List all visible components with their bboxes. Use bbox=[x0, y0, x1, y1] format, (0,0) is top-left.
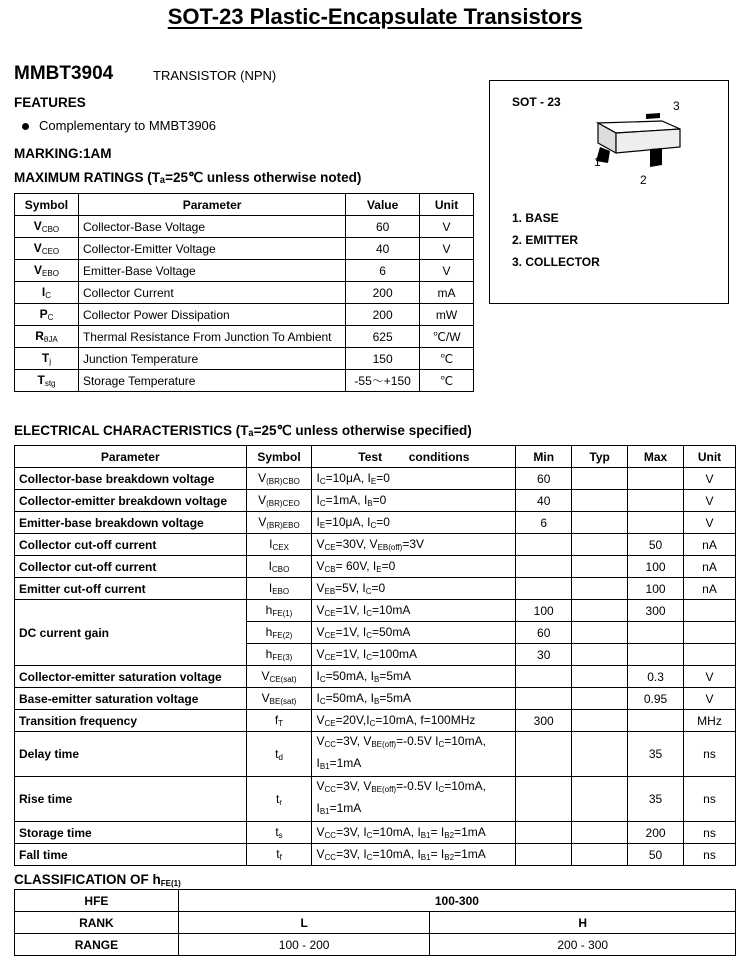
range-l: 100 - 200 bbox=[178, 934, 430, 956]
part-type: TRANSISTOR (NPN) bbox=[153, 68, 277, 83]
condition-cell: $I_C=1mA$, $I_B=0$ bbox=[312, 490, 516, 512]
range-row bbox=[15, 934, 736, 956]
symbol-cell: $V_{(BR)CEO}$ bbox=[246, 490, 312, 512]
min-cell: 60 bbox=[516, 468, 572, 490]
value-cell: 6 bbox=[346, 260, 420, 282]
range-label: RANGE bbox=[15, 934, 179, 956]
unit-cell: V bbox=[420, 216, 474, 238]
pin-number-2: 2 bbox=[640, 173, 647, 187]
part-number: MMBT3904 bbox=[14, 63, 114, 84]
table-row bbox=[15, 468, 736, 490]
symbol-cell: $V_{CBO}$ bbox=[15, 216, 79, 238]
parameter-cell: Storage time bbox=[15, 822, 247, 844]
typ-cell bbox=[572, 512, 628, 534]
unit-cell: ns bbox=[684, 822, 736, 844]
condition-cell: $V_{CB}= 60V$, $I_E=0$ bbox=[312, 556, 516, 578]
column-header: Max bbox=[628, 446, 684, 468]
parameter-cell: Collector Power Dissipation bbox=[78, 304, 345, 326]
symbol-cell: $t_r$ bbox=[246, 777, 312, 822]
column-header: Min bbox=[516, 446, 572, 468]
electrical-table bbox=[14, 445, 736, 866]
parameter-cell: Thermal Resistance From Junction To Ambient bbox=[78, 326, 345, 348]
min-cell: 300 bbox=[516, 710, 572, 732]
min-cell bbox=[516, 777, 572, 822]
unit-cell: ℃ bbox=[420, 348, 474, 370]
symbol-cell: $t_f$ bbox=[246, 844, 312, 866]
max-cell bbox=[628, 622, 684, 644]
column-header: Value bbox=[346, 194, 420, 216]
table-row bbox=[15, 556, 736, 578]
min-cell bbox=[516, 732, 572, 777]
unit-cell: V bbox=[684, 688, 736, 710]
condition-cell: $V_{CE}=1V$, $I_C=100mA$ bbox=[312, 644, 516, 666]
condition-cell: $I_C=50mA$, $I_B=5mA$ bbox=[312, 666, 516, 688]
typ-cell bbox=[572, 688, 628, 710]
min-cell bbox=[516, 666, 572, 688]
column-header: Unit bbox=[684, 446, 736, 468]
max-cell: 200 bbox=[628, 822, 684, 844]
max-cell: 100 bbox=[628, 556, 684, 578]
marking: MARKING:1AM bbox=[14, 146, 112, 161]
classification-heading-sub: FE(1) bbox=[160, 879, 181, 888]
classification-heading-text: CLASSIFICATION OF h bbox=[14, 872, 161, 887]
table-row bbox=[15, 326, 474, 348]
table-row bbox=[15, 282, 474, 304]
value-cell: 625 bbox=[346, 326, 420, 348]
symbol-cell: $h_{FE(1)}$ bbox=[246, 600, 312, 622]
value-cell: 150 bbox=[346, 348, 420, 370]
pin-number-1: 1 bbox=[594, 155, 601, 169]
unit-cell: nA bbox=[684, 534, 736, 556]
table-row bbox=[15, 260, 474, 282]
table-row bbox=[15, 370, 474, 392]
value-cell: 200 bbox=[346, 282, 420, 304]
unit-cell: V bbox=[684, 666, 736, 688]
table-row bbox=[15, 534, 736, 556]
parameter-cell: Rise time bbox=[15, 777, 247, 822]
condition-cell: $I_C=10\mu A$, $I_E=0$ bbox=[312, 468, 516, 490]
symbol-cell: $T_{stg}$ bbox=[15, 370, 79, 392]
unit-cell bbox=[684, 622, 736, 644]
symbol-cell: $T_j$ bbox=[15, 348, 79, 370]
package-box bbox=[489, 80, 729, 304]
unit-cell: mA bbox=[420, 282, 474, 304]
unit-cell: V bbox=[684, 490, 736, 512]
parameter-cell: Collector Current bbox=[78, 282, 345, 304]
typ-cell bbox=[572, 666, 628, 688]
condition-cell: $V_{CC}=3V$, $V_{BE(off)}=-0.5V$ $I_C=10mA$, $I_{B1}=1mA$ bbox=[312, 732, 516, 777]
unit-cell: nA bbox=[684, 556, 736, 578]
pin-emitter: 2. EMITTER bbox=[512, 233, 579, 247]
parameter-cell: Collector-Emitter Voltage bbox=[78, 238, 345, 260]
unit-cell: V bbox=[684, 512, 736, 534]
table-row bbox=[15, 490, 736, 512]
condition-cell: $V_{CE}=20V,I_C=10mA$, f=100MHz bbox=[312, 710, 516, 732]
value-cell: -55～+150 bbox=[346, 370, 420, 392]
unit-cell: V bbox=[684, 468, 736, 490]
parameter-cell: DC current gain bbox=[15, 600, 247, 666]
symbol-cell: $V_{(BR)CBO}$ bbox=[246, 468, 312, 490]
symbol-cell: $I_{CBO}$ bbox=[246, 556, 312, 578]
max-cell bbox=[628, 710, 684, 732]
symbol-cell: $t_d$ bbox=[246, 732, 312, 777]
typ-cell bbox=[572, 534, 628, 556]
symbol-cell: $P_C$ bbox=[15, 304, 79, 326]
symbol-cell: $t_s$ bbox=[246, 822, 312, 844]
feature-text: Complementary to MMBT3906 bbox=[39, 118, 217, 133]
unit-cell: ns bbox=[684, 732, 736, 777]
unit-cell bbox=[684, 600, 736, 622]
max-cell bbox=[628, 490, 684, 512]
parameter-cell: Emitter-Base Voltage bbox=[78, 260, 345, 282]
min-cell: 6 bbox=[516, 512, 572, 534]
symbol-cell: $h_{FE(2)}$ bbox=[246, 622, 312, 644]
typ-cell bbox=[572, 732, 628, 777]
parameter-cell: Fall time bbox=[15, 844, 247, 866]
unit-cell: nA bbox=[684, 578, 736, 600]
max-ratings-header bbox=[15, 194, 474, 216]
table-row bbox=[15, 844, 736, 866]
condition-cell: $V_{EB}=5V$, $I_C=0$ bbox=[312, 578, 516, 600]
hfe-value: 100-300 bbox=[178, 890, 735, 912]
parameter-cell: Emitter cut-off current bbox=[15, 578, 247, 600]
parameter-cell: Collector-Base Voltage bbox=[78, 216, 345, 238]
column-header: Symbol bbox=[15, 194, 79, 216]
typ-cell bbox=[572, 822, 628, 844]
symbol-cell: $R_{\theta JA}$ bbox=[15, 326, 79, 348]
symbol-cell: $I_C$ bbox=[15, 282, 79, 304]
symbol-cell: $f_T$ bbox=[246, 710, 312, 732]
bullet-icon bbox=[22, 123, 29, 130]
symbol-cell: $V_{(BR)EBO}$ bbox=[246, 512, 312, 534]
parameter-cell: Emitter-base breakdown voltage bbox=[15, 512, 247, 534]
unit-cell: ns bbox=[684, 844, 736, 866]
condition-cell: $I_C=50mA$, $I_B=5mA$ bbox=[312, 688, 516, 710]
classification-heading bbox=[14, 872, 181, 888]
min-cell: 100 bbox=[516, 600, 572, 622]
min-cell bbox=[516, 688, 572, 710]
typ-cell bbox=[572, 844, 628, 866]
rank-row bbox=[15, 912, 736, 934]
typ-cell bbox=[572, 710, 628, 732]
unit-cell: V bbox=[420, 260, 474, 282]
unit-cell: V bbox=[420, 238, 474, 260]
sot23-package-icon bbox=[490, 91, 728, 201]
min-cell bbox=[516, 534, 572, 556]
table-row bbox=[15, 732, 736, 777]
table-row bbox=[15, 688, 736, 710]
features-heading: FEATURES bbox=[14, 95, 86, 110]
table-row bbox=[15, 238, 474, 260]
max-cell: 100 bbox=[628, 578, 684, 600]
column-header: Parameter bbox=[15, 446, 247, 468]
pin-collector: 3. COLLECTOR bbox=[512, 255, 600, 269]
condition-cell: $V_{CE}=1V$, $I_C=10mA$ bbox=[312, 600, 516, 622]
feature-item bbox=[22, 118, 216, 133]
parameter-cell: Collector cut-off current bbox=[15, 534, 247, 556]
table-row bbox=[15, 666, 736, 688]
electrical-header bbox=[15, 446, 736, 468]
electrical-heading: ELECTRICAL CHARACTERISTICS (Tₐ=25℃ unless otherwise specified) bbox=[14, 423, 472, 438]
symbol-cell: $h_{FE(3)}$ bbox=[246, 644, 312, 666]
parameter-cell: Storage Temperature bbox=[78, 370, 345, 392]
typ-cell bbox=[572, 644, 628, 666]
max-cell: 35 bbox=[628, 732, 684, 777]
condition-cell: $V_{CE}=30V$, $V_{EB(off)}=3V$ bbox=[312, 534, 516, 556]
min-cell: 30 bbox=[516, 644, 572, 666]
pin-base: 1. BASE bbox=[512, 211, 559, 225]
column-header: Typ bbox=[572, 446, 628, 468]
symbol-cell: $V_{BE(sat)}$ bbox=[246, 688, 312, 710]
parameter-cell: Collector-emitter saturation voltage bbox=[15, 666, 247, 688]
condition-cell: $V_{CC}=3V$, $V_{BE(off)}=-0.5V$ $I_C=10mA$, $I_{B1}=1mA$ bbox=[312, 777, 516, 822]
unit-cell: mW bbox=[420, 304, 474, 326]
symbol-cell: $I_{EBO}$ bbox=[246, 578, 312, 600]
min-cell: 60 bbox=[516, 622, 572, 644]
value-cell: 40 bbox=[346, 238, 420, 260]
pin-number-3: 3 bbox=[673, 99, 680, 113]
symbol-cell: $V_{CE(sat)}$ bbox=[246, 666, 312, 688]
rank-h: H bbox=[430, 912, 736, 934]
condition-cell: $I_E=10\mu A$, $I_C=0$ bbox=[312, 512, 516, 534]
classification-table bbox=[14, 889, 736, 956]
table-row bbox=[15, 512, 736, 534]
min-cell bbox=[516, 556, 572, 578]
unit-cell: ℃ bbox=[420, 370, 474, 392]
typ-cell bbox=[572, 556, 628, 578]
rank-l: L bbox=[178, 912, 430, 934]
min-cell bbox=[516, 578, 572, 600]
unit-cell: MHz bbox=[684, 710, 736, 732]
table-row bbox=[15, 578, 736, 600]
symbol-cell: $I_{CEX}$ bbox=[246, 534, 312, 556]
condition-cell: $V_{CC}=3V$, $I_C=10mA$, $I_{B1}= I_{B2}=1mA$ bbox=[312, 822, 516, 844]
table-row bbox=[15, 304, 474, 326]
parameter-cell: Base-emitter saturation voltage bbox=[15, 688, 247, 710]
parameter-cell: Transition frequency bbox=[15, 710, 247, 732]
column-header: Test conditions bbox=[312, 446, 516, 468]
min-cell bbox=[516, 844, 572, 866]
max-cell: 0.95 bbox=[628, 688, 684, 710]
hfe-label: HFE bbox=[15, 890, 179, 912]
value-cell: 60 bbox=[346, 216, 420, 238]
page-title: SOT-23 Plastic-Encapsulate Transistors bbox=[167, 4, 583, 29]
table-row bbox=[15, 710, 736, 732]
typ-cell bbox=[572, 468, 628, 490]
unit-cell: ℃/W bbox=[420, 326, 474, 348]
condition-cell: $V_{CC}=3V$, $I_C=10mA$, $I_{B1}= I_{B2}=1mA$ bbox=[312, 844, 516, 866]
column-header: Symbol bbox=[246, 446, 312, 468]
hfe-row bbox=[15, 890, 736, 912]
max-cell: 300 bbox=[628, 600, 684, 622]
condition-cell: $V_{CE}=1V$, $I_C=50mA$ bbox=[312, 622, 516, 644]
max-cell bbox=[628, 644, 684, 666]
column-header: Parameter bbox=[78, 194, 345, 216]
unit-cell bbox=[684, 644, 736, 666]
parameter-cell: Collector-base breakdown voltage bbox=[15, 468, 247, 490]
symbol-cell: $V_{CEO}$ bbox=[15, 238, 79, 260]
table-row bbox=[15, 348, 474, 370]
typ-cell bbox=[572, 622, 628, 644]
max-cell: 50 bbox=[628, 844, 684, 866]
max-ratings-heading: MAXIMUM RATINGS (Tₐ=25℃ unless otherwise noted) bbox=[14, 170, 362, 185]
parameter-cell: Collector cut-off current bbox=[15, 556, 247, 578]
max-ratings-table bbox=[14, 193, 474, 392]
min-cell: 40 bbox=[516, 490, 572, 512]
max-cell: 35 bbox=[628, 777, 684, 822]
max-cell: 0.3 bbox=[628, 666, 684, 688]
table-row bbox=[15, 777, 736, 822]
table-row bbox=[15, 600, 736, 622]
range-h: 200 - 300 bbox=[430, 934, 736, 956]
min-cell bbox=[516, 822, 572, 844]
value-cell: 200 bbox=[346, 304, 420, 326]
column-header: Unit bbox=[420, 194, 474, 216]
typ-cell bbox=[572, 600, 628, 622]
parameter-cell: Delay time bbox=[15, 732, 247, 777]
symbol-cell: $V_{EBO}$ bbox=[15, 260, 79, 282]
typ-cell bbox=[572, 490, 628, 512]
typ-cell bbox=[572, 777, 628, 822]
table-row bbox=[15, 216, 474, 238]
package-name: SOT - 23 bbox=[512, 95, 561, 109]
max-cell bbox=[628, 468, 684, 490]
max-cell bbox=[628, 512, 684, 534]
max-cell: 50 bbox=[628, 534, 684, 556]
unit-cell: ns bbox=[684, 777, 736, 822]
parameter-cell: Junction Temperature bbox=[78, 348, 345, 370]
rank-label: RANK bbox=[15, 912, 179, 934]
parameter-cell: Collector-emitter breakdown voltage bbox=[15, 490, 247, 512]
typ-cell bbox=[572, 578, 628, 600]
table-row bbox=[15, 822, 736, 844]
